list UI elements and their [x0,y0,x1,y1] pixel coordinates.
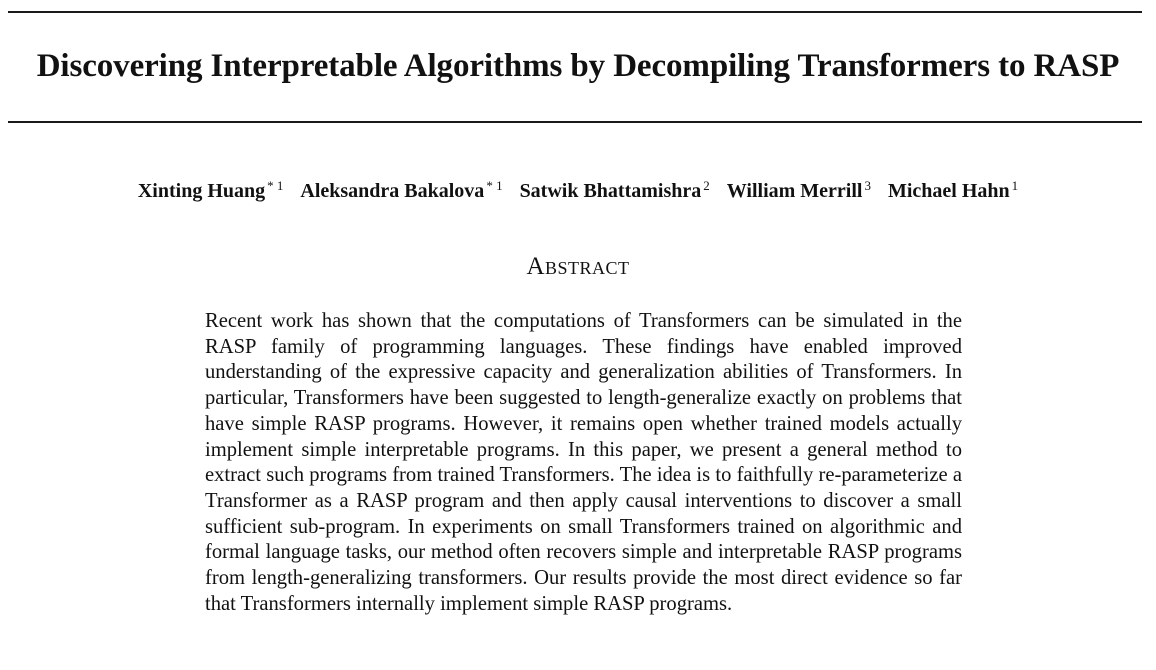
author-name: Michael Hahn [887,180,1010,203]
author-name: Aleksandra Bakalova [300,180,485,203]
author [888,171,1018,206]
abstract-text: Recent work has shown that the computations of Transformers can be simulated in the RASP family of programming languages. These findings have enabled improved understanding of the expressive capacity and generalization abilities of Transformers. In particular, Transformers have been suggested to length-generalize exactly on problems that have simple RASP programs. However, it remains open whether trained models actually implement simple interpretable programs. In this paper, we present a general method to extract such programs from trained Transformers. The idea is to faithfully re-parameterize a Transformer as a RASP program and then apply causal interventions to discover a small sufficient sub-program. In experiments on small Transformers trained on algorithmic and formal language tasks, our method often recovers simple and interpretable RASP programs from length-generalizing transformers. Our results provide the most direct evidence so far that Transformers internally implement simple RASP programs. [205,310,962,615]
author-name: Satwik Bhattamishra [519,180,702,203]
title-bottom-rule [8,121,1142,123]
author-affiliation: 2 [703,178,710,193]
author-affiliation: * 1 [267,178,284,193]
author-affiliation: 1 [1011,178,1019,193]
author [727,171,871,206]
title-top-rule [8,11,1142,13]
abstract-heading: Abstract [526,253,630,280]
author-list [0,171,1156,206]
author-affiliation: 3 [864,178,871,193]
paper-title: Discovering Interpretable Algorithms by Decompiling Transformers to RASP [36,48,1120,84]
author [138,171,284,206]
author-name: William Merrill [726,180,863,203]
author [300,171,502,206]
author-affiliation: * 1 [486,178,503,193]
author [520,171,710,206]
author-name: Xinting Huang [137,180,266,203]
